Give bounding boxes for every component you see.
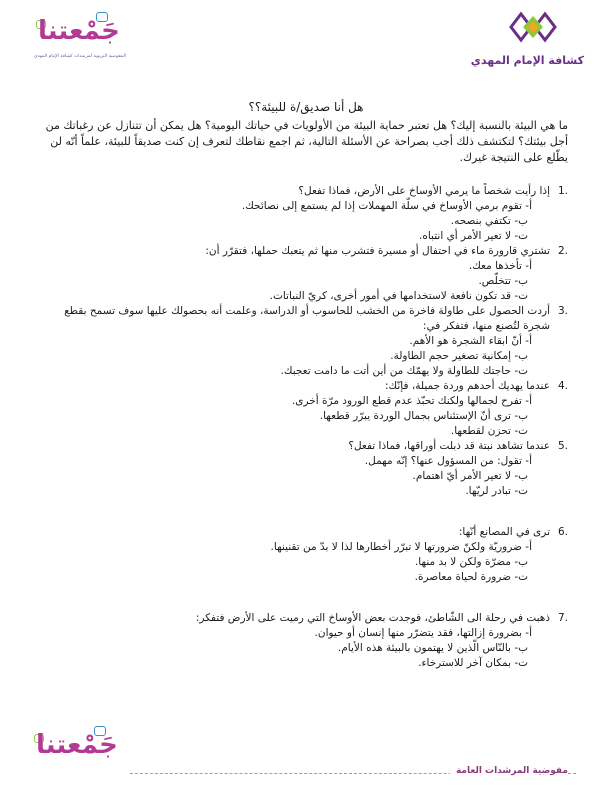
answer-option: ت- حاجتك للطاولة ولا يهمّك من أين أتت ما دامت تعجبك. — [280, 365, 528, 377]
question-number: .6 — [557, 526, 568, 538]
answer-option: أ- أنّ ابقاء الشجرة هو الأهم. — [409, 335, 532, 347]
answer-option: ت- بمكان آخر للاسترخاء. — [418, 657, 528, 669]
jamatna-logo-subtitle: المفوضية التربوية لمرشدات كشافة الإمام المهدي — [34, 54, 127, 59]
answer-option: أ- تفرح لجمالها ولكنك تحبّذ عدم قطع الورود مرّة أخرى. — [291, 395, 532, 407]
answer-option: ت- لا تعير الأمر أي انتباه. — [419, 230, 528, 242]
answer-option: أ- بضرورة إزالتها، فقد يتضرّر منها إنسان أو حيوان. — [314, 627, 532, 639]
question-item — [40, 184, 568, 244]
question-number: .7 — [557, 612, 568, 624]
answer-option: أ- تأخذها معك. — [468, 260, 532, 272]
answer-option: ب- تتخلّص. — [478, 275, 528, 287]
question-list — [40, 184, 568, 671]
question-item — [40, 244, 568, 304]
jamatna-footer-logo-text: جَمْعتنا — [36, 730, 118, 760]
question-number: .3 — [557, 305, 568, 317]
question-number: .5 — [557, 440, 568, 452]
question-text: تشتري قارورة ماء في احتفال أو مسيرة فتشرب منها ثم يتعبك حملها، فتقرّر أن: — [205, 245, 550, 257]
answer-option: ت- ضرورة لحياة معاصرة. — [414, 571, 528, 583]
page-title: هل أنا صديق/ة للبيئة؟؟ — [248, 100, 364, 114]
answer-option: ت- قد تكون نافعة لاستخدامها في أمور أخرى، كريّ النباتات. — [269, 290, 528, 302]
answer-option: ب- إمكانية تصغير حجم الطاولة. — [390, 350, 528, 362]
answer-option: ت- تبادر لريّها. — [465, 485, 528, 497]
jamatna-logo — [32, 10, 127, 70]
answer-option: أ- تقوم برمي الأوساخ في سلّة المهملات إذا لم يستمع إلى نصائحك. — [241, 200, 532, 212]
question-text: عندما تشاهد نبتة قد ذبلت أوراقها، فماذا تفعل؟ — [348, 440, 550, 452]
jamatna-footer-logo — [30, 726, 120, 782]
question-text: أردت الحصول على طاولة فاخرة من الخشب للحاسوب أو الدراسة، وعلمت أنه بحصولك عليها سوف تسمح بقطع شجرة لتُصنع منها، فتفكر في: — [64, 305, 550, 332]
question-item — [40, 439, 568, 499]
jamatna-logo-text: جَمْعتنا — [38, 16, 120, 46]
intro-paragraph: ما هي البيئة بالنسبة إليك؟ هل تعتبر حماية البيئة من الأولويات في حياتك اليومية؟ هل يمكن أن تتنازل عن رغباتك من أجل بيئتك؟ لتكتشف ذلك أجب بصراحة عن الأسئلة التالية، ثم اجمع نقاطك لتعرف إن كنت صديقاً للبيئة، علماً أنّه لن يطّلع على النتيجة غيرك. — [45, 119, 568, 164]
question-item — [40, 304, 568, 379]
scouts-logo-text: كشافة الإمام المهدي — [470, 54, 584, 67]
question-item — [40, 525, 568, 585]
question-number: .1 — [557, 185, 568, 197]
question-number: .4 — [557, 380, 568, 392]
answer-option: ت- تحزن لقطعها. — [450, 425, 528, 437]
question-text: عندما يهديك أحدهم وردة جميلة، فإنّك: — [384, 380, 550, 392]
question-item — [40, 379, 568, 439]
answer-option: ب- لا تعير الأمر أيّ اهتمام. — [412, 470, 528, 482]
answer-option: أ- ضروريّة ولكنّ ضرورتها لا تبرّر أخطارها لذا لا بدّ من تقنينها. — [270, 541, 532, 553]
question-item — [40, 611, 568, 671]
answer-option: ب- بالنّاس الّذين لا يهتمون بالبيئة هذه الأيام. — [337, 642, 528, 654]
question-text: إذا رأيت شخصاً ما يرمي الأوساخ على الأرض، فماذا تفعل؟ — [298, 185, 550, 197]
footer-text: مفوضية المرشدات العامة — [450, 766, 568, 776]
question-number: .2 — [557, 245, 568, 257]
answer-option: ب- ترى أنّ الإستئناس بجمال الوردة يبرّر قطعها. — [319, 410, 528, 422]
question-text: ذهبت في رحلة الى الشّاطئ، فوجدت بعض الأوساخ التي رميت على الأرض فتفكر: — [195, 612, 550, 624]
answer-option: ب- تكتفي بنصحه. — [450, 215, 528, 227]
answer-option: ب- مضرّة ولكن لا بد منها. — [414, 556, 528, 568]
scouts-logo — [470, 10, 584, 72]
scouts-emblem-icon — [509, 10, 557, 44]
answer-option: أ- تقول: من المسؤول عنها؟ إنّه مهمل. — [364, 455, 532, 467]
question-text: ترى في المصانع أنّها: — [458, 526, 550, 538]
